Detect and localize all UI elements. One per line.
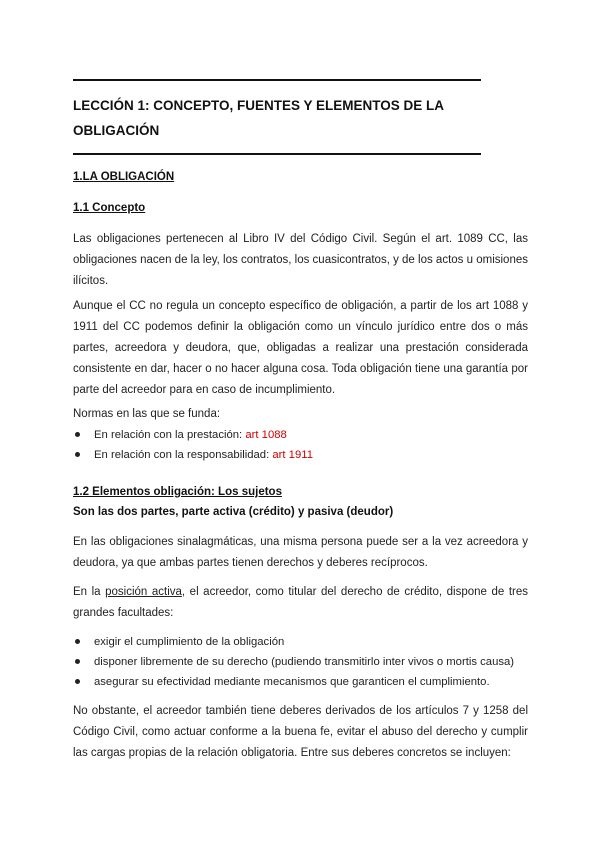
paragraph-deberes: No obstante, el acreedor también tiene deberes derivados de los artículos 7 y 1258 del Código Civil, como actuar conforme a la buena fe, evitar el abuso del derecho y cumplir las cargas propias de la relación obligatoria. Entre sus deberes concretos se incluyen: [73,705,528,759]
bullet-icon [75,452,80,457]
facultades-list [73,632,543,692]
section-heading-1-1: 1.1 Concepto [73,202,146,214]
paragraph-concepto-2: Aunque el CC no regula un concepto específico de obligación, a partir de los art 1088 y 1911 del CC podemos definir la obligación como un vínculo jurídico entre dos o más partes, acreedora y deudora, que, obligadas a realizar una prestación considerada consistente en dar, hacer o no hacer alguna cosa. Toda obligación tiene una garantía por parte del acreedor para en caso de incumplimiento. [73,300,528,396]
document-title: LECCIÓN 1: CONCEPTO, FUENTES Y ELEMENTOS DE LA OBLIGACIÓN [73,98,444,138]
paragraph-sinalagmaticas: En las obligaciones sinalagmáticas, una misma persona puede ser a la vez acreedora y deudora, ya que ambas partes tienen derechos y deberes recíprocos. [73,536,528,569]
bullet-icon [75,432,80,437]
bullet-icon [75,679,80,684]
section-subtitle: Son las dos partes, parte activa (crédito) y pasiva (deudor) [73,506,394,518]
list-item: En relación con la responsabilidad: art 1911 [73,445,543,465]
section-heading-1: 1.LA OBLIGACIÓN [73,171,175,183]
article-reference: art 1911 [272,449,313,461]
top-rule [73,79,481,81]
bullet-icon [75,659,80,664]
normas-intro: Normas en las que se funda: [73,408,221,420]
paragraph-concepto-1: Las obligaciones pertenecen al Libro IV del Código Civil. Según el art. 1089 CC, las obligaciones nacen de la ley, los contratos, los cuasicontratos, y de los actos u omisiones ilícitos. [73,233,528,287]
list-item: disponer libremente de su derecho (pudiendo transmitirlo inter vivos o mortis causa) [73,652,543,672]
normas-list [73,425,543,465]
bullet-icon [75,639,80,644]
article-reference: art 1088 [245,429,287,441]
underlined-term: posición activa [105,586,182,598]
section-heading-1-2: 1.2 Elementos obligación: Los sujetos [73,486,282,498]
list-item: exigir el cumplimiento de la obligación [73,632,543,652]
title-bottom-rule [73,153,481,155]
paragraph-posicion-activa: En la posición activa, el acreedor, como titular del derecho de crédito, dispone de tres grandes facultades: [73,586,528,619]
list-item: asegurar su efectividad mediante mecanismos que garanticen el cumplimiento. [73,672,543,692]
list-item: En relación con la prestación: art 1088 [73,425,543,445]
